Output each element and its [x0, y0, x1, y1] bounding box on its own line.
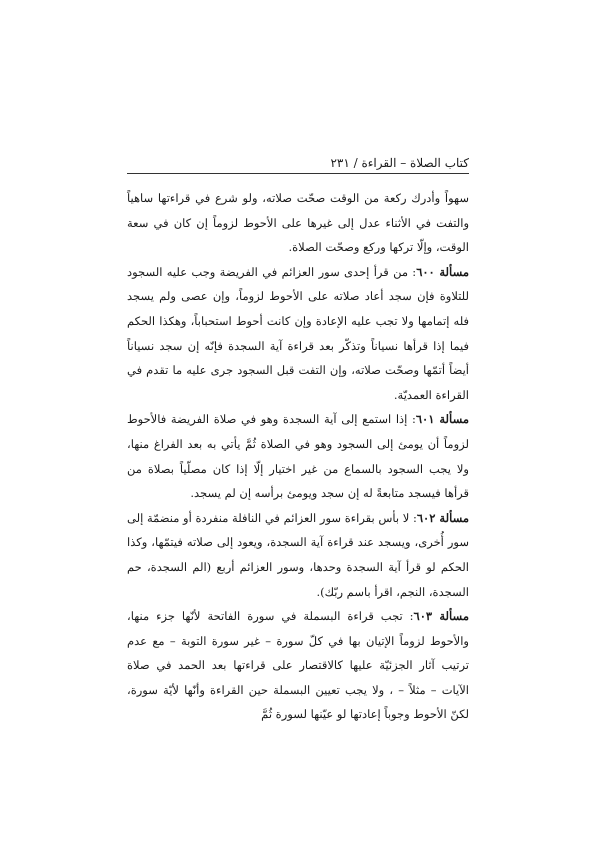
- running-header: [127, 153, 469, 173]
- issue-label: مسألة ٦٠٣: [413, 609, 469, 624]
- paragraph-text: : لا بأس بقراءة سور العزائم في النافلة منفردة أو منضمّة إلى سور أُخرى، ويسجد عند قراءة آية السجدة، ويعود إلى صلاته فيتمّها، وكذا الحكم لو قرأ آية السجدة وحدها، وسور العزائم أربع (الم السجدة، حم السجدة، النجم، اقرأ باسم ربّك).: [127, 510, 469, 599]
- issue-label: مسألة ٦٠١: [415, 412, 469, 427]
- issue-601: [127, 407, 469, 505]
- paragraph-text: سهواً وأدرك ركعة من الوقت صحّت صلاته، ولو شرع في قراءتها ساهياً والتفت في الأثناء عدل إلى غيرها على الأحوط لزوماً إن كان في سعة الوقت، وإلّا تركها وركع وصحّت الصلاة.: [127, 191, 469, 255]
- header-divider: [127, 173, 469, 174]
- paragraph-text: : إذا استمع إلى آية السجدة وهو في صلاة الفريضة فالأحوط لزوماً أن يومئ إلى السجود وهو في الصلاة ثُمَّ يأتي به بعد الفراغ منها، ولا يجب السجود بالسماع من غير اختيار إلّا إذا كان مصلّياً بصلاة من قرأها فيسجد متابعةً له إن سجد ويومئ برأسه إن لم يسجد.: [127, 412, 469, 501]
- issue-602: [127, 506, 469, 604]
- running-header-title: كتاب الصلاة – القراءة / ٢٣١: [330, 156, 469, 170]
- issue-603: [127, 604, 469, 727]
- issue-600: [127, 260, 469, 408]
- page-body: [127, 186, 469, 727]
- issue-label: مسألة ٦٠٢: [416, 510, 469, 525]
- paragraph-continuation: [127, 186, 469, 260]
- paragraph-text: : تجب قراءة البسملة في سورة الفاتحة لأنّها جزء منها، والأحوط لزوماً الإتيان بها في كلّ سورة – غير سورة التوبة – مع عدم ترتيب آثار الجزئيّة عليها كالاقتصار على قراءتها بعد الحمد في صلاة الآيات – مثلاً – ، ولا يجب تعيين البسملة حين القراءة وأنّها لأيّة سورة، لكنّ الأحوط وجوباً إعادتها لو عيّنها لسورة ثُمَّ: [127, 609, 469, 722]
- paragraph-text: : من قرأ إحدى سور العزائم في الفريضة وجب عليه السجود للتلاوة فإن سجد أعاد صلاته على الأحوط لزوماً، وإن عصى ولم يسجد فله إتمامها ولا تجب عليه الإعادة وإن كانت أحوط استحباباً، وهكذا الحكم فيما إذا قرأها نسياناً وتذكّر بعد قراءة آية السجدة فإنّه إن سجد نسياناً أيضاً أتمّها وصحّت صلاته، وإن التفت قبل السجود جرى عليه ما تقدم في القراءة العمديّة.: [127, 264, 469, 402]
- issue-label: مسألة ٦٠٠: [416, 264, 469, 279]
